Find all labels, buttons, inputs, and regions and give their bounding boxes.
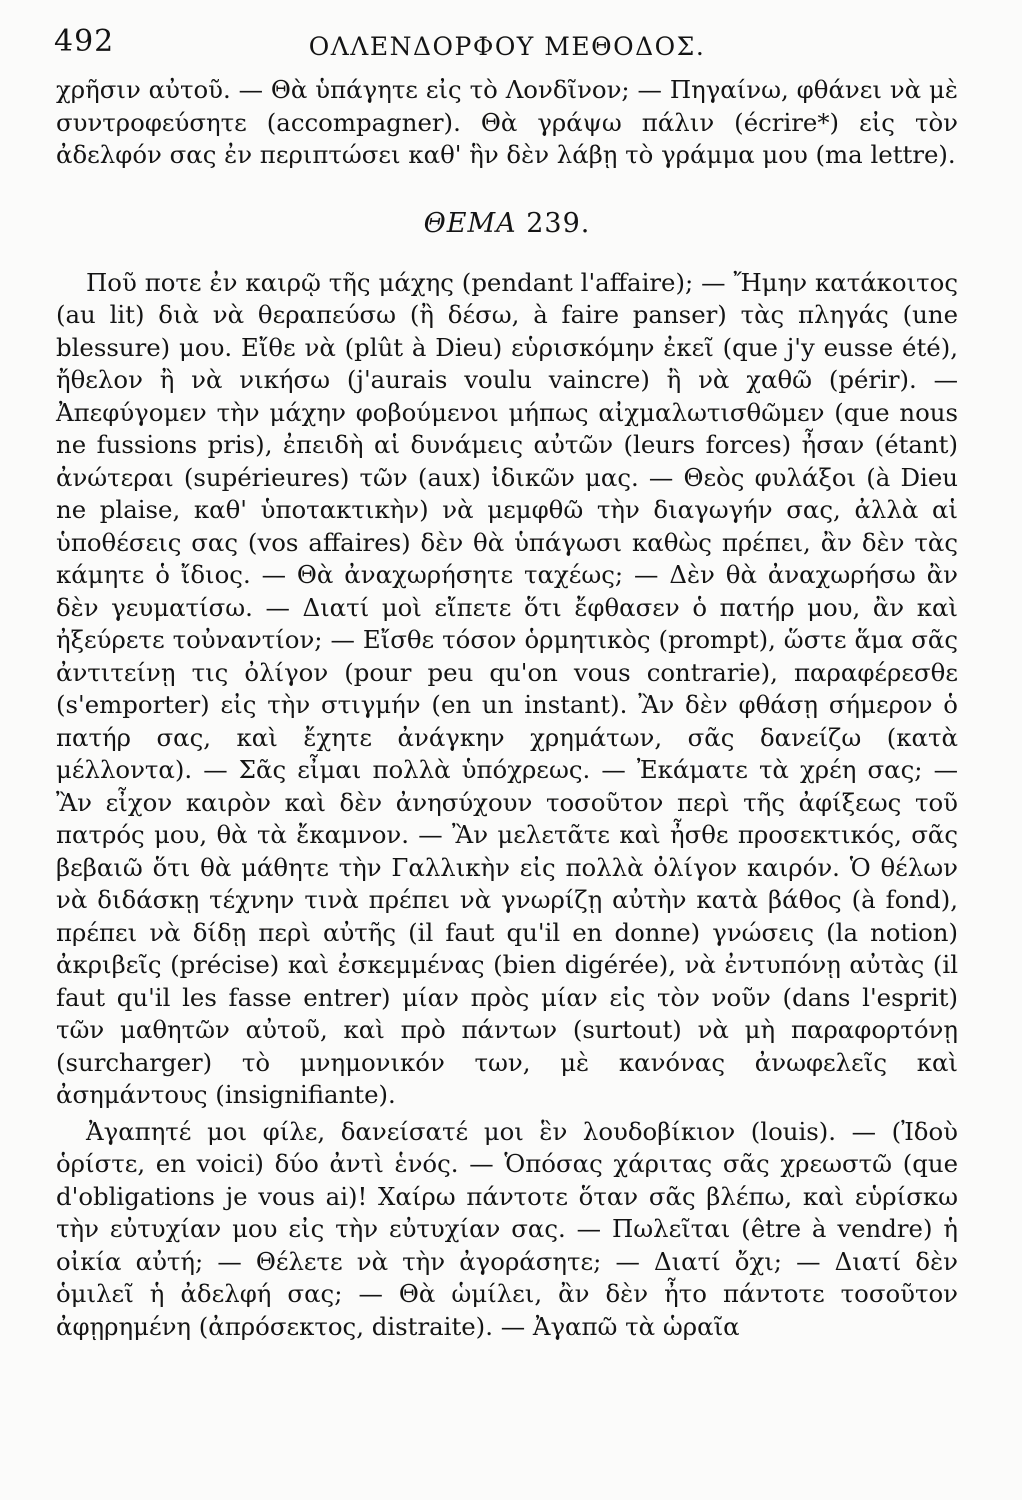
page-number: 492 — [54, 24, 115, 59]
exercise-paragraph-1: Ποῦ ποτε ἐν καιρῷ τῆς μάχης (pendant l'affaire); — Ἤμην κατάκοιτος (au lit) διὰ νὰ θεραπεύσω (ἢ δέσω, à faire panser) τὰς πληγάς (une blessure) μου. Εἴθε νὰ (plût à Dieu) εὑρισκόμην ἐκεῖ (que j'y eusse été), ἤθελον ἢ νὰ νικήσω (j'aurais voulu vaincre) ἢ νὰ χαθῶ (périr). — Ἀπεφύγομεν τὴν μάχην φοβούμενοι μήπως αἰχμαλωτισθῶμεν (que nous ne fussions pris), ἐπειδὴ αἱ δυνάμεις αὐτῶν (leurs forces) ἦσαν (étant) ἀνώτεραι (supérieures) τῶν (aux) ἰδικῶν μας. — Θεὸς φυλάξοι (à Dieu ne plaise, καθ' ὑποτακτικὴν) νὰ μεμφθῶ τὴν διαγωγήν σας, ἀλλὰ αἱ ὑποθέσεις σας (vos affaires) δὲν θὰ ὑπάγωσι καθὼς πρέπει, ἂν δὲν τὰς κάμητε ὁ ἴδιος. — Θὰ ἀναχωρήσητε ταχέως; — Δὲν θὰ ἀναχωρήσω ἂν δὲν γευματίσω. — Διατί μοὶ εἴπετε ὅτι ἔφθασεν ὁ πατήρ μου, ἂν καὶ ἠξεύρετε τοὐναντίον; — Εἴσθε τόσον ὁρμητικὸς (prompt), ὥστε ἅμα σᾶς ἀντιτείνῃ τις ὀλίγον (pour peu qu'on vous contrarie), παραφέρεσθε (s'emporter) εἰς τὴν στιγμήν (en un instant). Ἂν δὲν φθάσῃ σήμερον ὁ πατήρ σας, καὶ ἔχητε ἀνάγκην χρημάτων, σᾶς δανείζω (κατὰ μέλλοντα). — Σᾶς εἶμαι πολλὰ ὑπόχρεως. — Ἐκάματε τὰ χρέη σας; — Ἂν εἶχον καιρὸν καὶ δὲν ἀνησύχουν τοσοῦτον περὶ τῆς ἀφίξεως τοῦ πατρός μου, θὰ τὰ ἔκαμνον. — Ἂν μελετᾶτε καὶ ἦσθε προσεκτικός, σᾶς βεβαιῶ ὅτι θὰ μάθητε τὴν Γαλλικὴν εἰς πολλὰ ὀλίγον καιρόν. Ὁ θέλων νὰ διδάσκῃ τέχνην τινὰ πρέπει νὰ γνωρίζῃ αὐτὴν κατὰ βάθος (à fond), πρέπει νὰ δίδῃ περὶ αὐτῆς (il faut qu'il en donne) γνώσεις (la notion) ἀκριβεῖς (précise) καὶ ἐσκεμμένας (bien digérée), νὰ ἐντυπόνῃ αὐτὰς (il faut qu'il les fasse entrer) μίαν πρὸς μίαν εἰς τὸν νοῦν (dans l'esprit) τῶν μαθητῶν αὐτοῦ, καὶ πρὸ πάντων (surtout) νὰ μὴ παραφορτόνῃ (surcharger) τὸ μνημονικόν των, μὲ κανόνας ἀνωφελεῖς καὶ ἀσημάντους (insignifiante). — [56, 267, 958, 1109]
section-title — [56, 208, 958, 239]
section-number: 239. — [526, 207, 591, 239]
page-header — [56, 22, 958, 74]
exercise-paragraph-2: Ἀγαπητέ μοι φίλε, δανείσατέ μοι ἓν λουδοβίκιον (louis). — (Ἰδοὺ ὁρίστε, en voici) δύο ἀντὶ ἑνός. — Ὁπόσας χάριτας σᾶς χρεωστῶ (que d'obligations je vous ai)! Χαίρω πάντοτε ὅταν σᾶς βλέπω, καὶ εὑρίσκω τὴν εὐτυχίαν μου εἰς τὴν εὐτυχίαν σας. — Πωλεῖται (être à vendre) ἡ οἰκία αὐτή; — Θέλετε νὰ τὴν ἀγοράσητε; — Διατί ὄχι; — Διατί δὲν ὁμιλεῖ ἡ ἀδελφή σας; — Θὰ ὡμίλει, ἂν δὲν ἦτο πάντοτε τοσοῦτον ἀφῃρημένη (ἀπρόσεκτος, distraite). — Ἀγαπῶ τὰ ὡραῖα — [56, 1116, 958, 1341]
running-head: ΟΛΛΕΝΔΟΡΦΟΥ ΜΕΘΟΔΟΣ. — [308, 32, 706, 61]
section-label: ΘΕΜΑ — [423, 207, 517, 239]
intro-paragraph: χρῆσιν αὐτοῦ. — Θὰ ὑπάγητε εἰς τὸ Λονδῖνον; — Πηγαίνω, φθάνει νὰ μὲ συντροφεύσητε (accompagner). Θὰ γράψω πάλιν (écrire*) εἰς τὸν ἀδελφόν σας ἐν περιπτώσει καθ' ἣν δὲν λάβῃ τὸ γράμμα μου (ma lettre). — [56, 75, 958, 169]
